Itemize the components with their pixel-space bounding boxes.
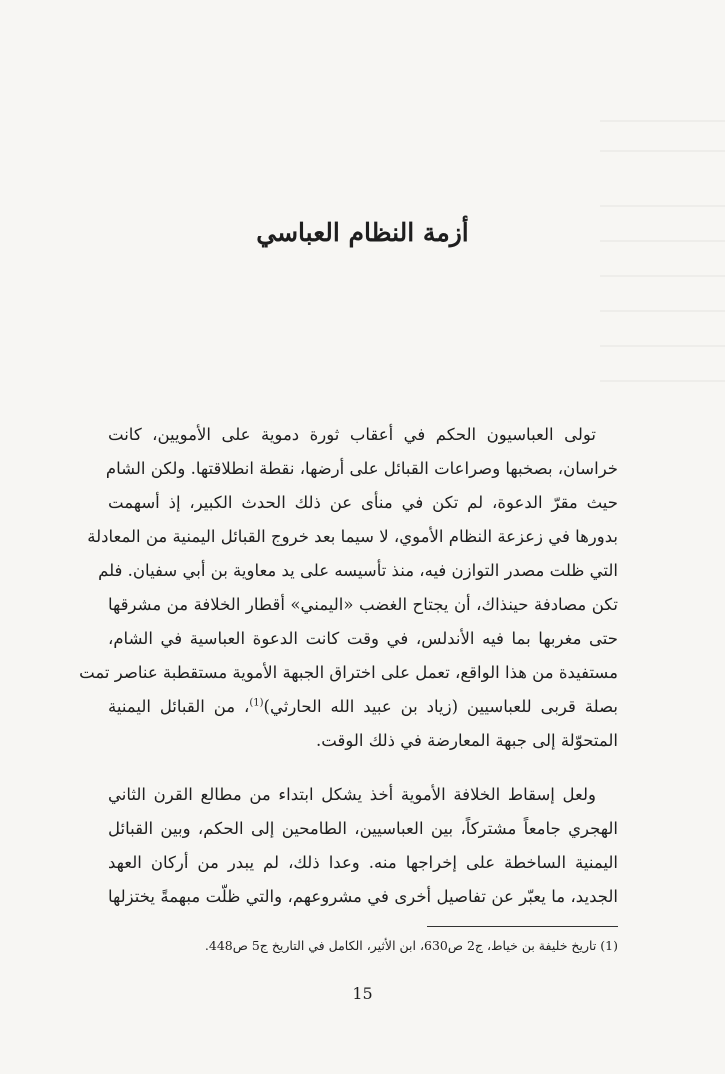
bleed-through-line [600,310,725,312]
text-segment: ، من القبائل اليمنية [108,697,250,716]
text-line: الجديد، ما يعبّر عن تفاصيل أخرى في مشروعهم، والتي ظلّت مبهمةً يختزلها [108,887,618,906]
footnote: (1) تاريخ خليفة بن خياط، ج2 ص630، ابن الأثير، الكامل في التاريخ ج5 ص448. [204,938,618,953]
text-line: مستفيدة من هذا الواقع، تعمل على اختراق الجبهة الأموية مستقطبة عناصر تمت [79,663,618,682]
text-line: المتحوّلة إلى جبهة المعارضة في ذلك الوقت. [316,731,618,750]
text-line: خراسان، بصخبها وصراعات القبائل على أرضها، نقطة انطلاقتها. ولكن الشام [105,459,618,478]
bleed-through-line [600,120,725,122]
chapter-title: أزمة النظام العباسي [256,218,469,247]
bleed-through-line [600,205,725,207]
body-text [79,418,618,914]
text-line: التي ظلت مصدر التوازن فيه، منذ تأسيسه على يد معاوية بن أبي سفيان. فلم [98,561,618,580]
text-segment: بصلة قربى للعباسيين (زياد بن عبيد الله الحارثي) [263,697,618,716]
text-line: حيث مقرّ الدعوة، لم تكن في منأى عن ذلك الحدث الكبير، إذ أسهمت [108,493,618,512]
bleed-through-line [600,380,725,382]
paragraph-gap [108,758,618,778]
footnote-reference: (1) [249,697,264,709]
text-line-with-footnote [108,690,618,724]
text-line: تكن مصادفة حينذاك، أن يجتاح الغضب «اليمني» أقطار الخلافة من مشرقها [108,595,618,614]
text-line: الهجري جامعاً مشتركاً، بين العباسيين، الطامحين إلى الحكم، وبين القبائل [108,819,618,838]
bleed-through-line [600,275,725,277]
text-line: اليمنية الساخطة على إخراجها منه. وعدا ذلك، لم يبدر من أركان العهد [108,853,618,872]
footnote-divider [427,926,618,927]
text-line: ولعل إسقاط الخلافة الأموية أخذ يشكل ابتداء من مطالع القرن الثاني [108,785,596,804]
text-line: بدورها في زعزعة النظام الأموي، لا سيما بعد خروج القبائل اليمنية من المعادلة [87,527,618,546]
page-number: 15 [352,984,373,1003]
bleed-through-line [600,150,725,152]
text-line: تولى العباسيون الحكم في أعقاب ثورة دموية على الأمويين، كانت [108,425,596,444]
text-line: حتى مغربها بما فيه الأندلس، في وقت كانت الدعوة العباسية في الشام، [108,629,618,648]
bleed-through-line [600,345,725,347]
